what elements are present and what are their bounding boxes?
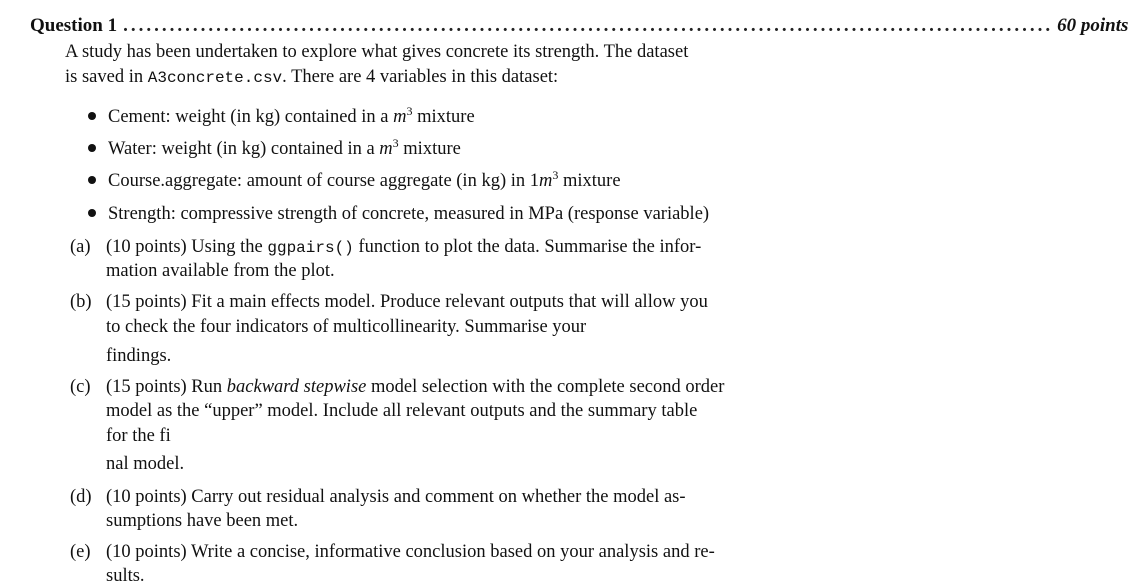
- part-c-line-4: nal model.: [106, 454, 185, 474]
- part-c-line-3: for the fi: [106, 426, 171, 446]
- variable-item: [88, 170, 621, 192]
- part-b-line-3: findings.: [106, 346, 172, 366]
- question-title: Question 1: [30, 15, 118, 36]
- part-label: (a): [70, 237, 91, 257]
- variable-item: [88, 106, 475, 128]
- unit-symbol: m: [379, 139, 393, 159]
- part-d-line-2: sumptions have been met.: [106, 511, 299, 531]
- variable-item: [88, 203, 709, 225]
- part-label: (d): [70, 487, 92, 507]
- variable-text: Water: weight (in kg) contained in a: [108, 139, 380, 159]
- code-function: ggpairs(): [267, 239, 354, 257]
- variable-text-end: mixture: [398, 139, 461, 159]
- intro-text-end: . There are 4 variables in this dataset:: [282, 67, 559, 87]
- part-text: model selection with the complete second order: [366, 377, 725, 397]
- leader-dots: ........................................................................................................................: [123, 15, 1054, 36]
- question-header: [30, 15, 1128, 39]
- part-label: (e): [70, 542, 91, 562]
- variable-text: Strength: compressive strength of concrete, measured in MPa (response variable): [108, 204, 710, 224]
- variable-text-end: mixture: [558, 171, 621, 191]
- part-c-line-2: model as the “upper” model. Include all relevant outputs and the summary table: [106, 401, 698, 421]
- part-text: function to plot the data. Summarise the infor-: [353, 237, 702, 257]
- emphasis-text: backward stepwise: [226, 377, 367, 397]
- part-label: (c): [70, 377, 91, 397]
- bullet-icon: [88, 209, 96, 217]
- variable-text: Cement: weight (in kg) contained in a: [108, 107, 394, 127]
- part-d: [70, 486, 686, 508]
- unit-symbol: m: [393, 107, 407, 127]
- part-text: (10 points) Carry out residual analysis and comment on whether the model as-: [106, 487, 686, 507]
- question-points: 60 points: [1057, 15, 1128, 36]
- part-text: (10 points) Write a concise, informative conclusion based on your analysis and re-: [106, 542, 715, 562]
- unit-exponent: 3: [406, 104, 413, 118]
- variable-item: [88, 138, 461, 160]
- part-a: [70, 236, 701, 259]
- part-text: (15 points) Fit a main effects model. Produce relevant outputs that will allow you: [106, 292, 708, 312]
- intro-line-2: [65, 66, 558, 89]
- intro-line-1: A study has been undertaken to explore what gives concrete its strength. The dataset: [65, 42, 689, 62]
- bullet-icon: [88, 176, 96, 184]
- bullet-icon: [88, 144, 96, 152]
- part-b: [70, 291, 708, 313]
- part-text: (15 points) Run: [106, 377, 227, 397]
- unit-exponent: 3: [552, 168, 559, 182]
- variable-text-end: mixture: [412, 107, 475, 127]
- intro-text: is saved in: [65, 67, 148, 87]
- part-b-line-2: to check the four indicators of multicollinearity. Summarise your: [106, 317, 587, 337]
- bullet-icon: [88, 112, 96, 120]
- part-e: [70, 541, 715, 563]
- part-label: (b): [70, 292, 92, 312]
- part-c: [70, 376, 724, 398]
- unit-exponent: 3: [392, 136, 399, 150]
- part-text: (10 points) Using the: [106, 237, 268, 257]
- unit-symbol: m: [539, 171, 553, 191]
- part-e-line-2: sults.: [106, 566, 145, 586]
- variable-text: Course.aggregate: amount of course aggregate (in kg) in 1: [108, 171, 540, 191]
- part-a-line-2: mation available from the plot.: [106, 261, 335, 281]
- dataset-filename: A3concrete.csv: [147, 69, 283, 87]
